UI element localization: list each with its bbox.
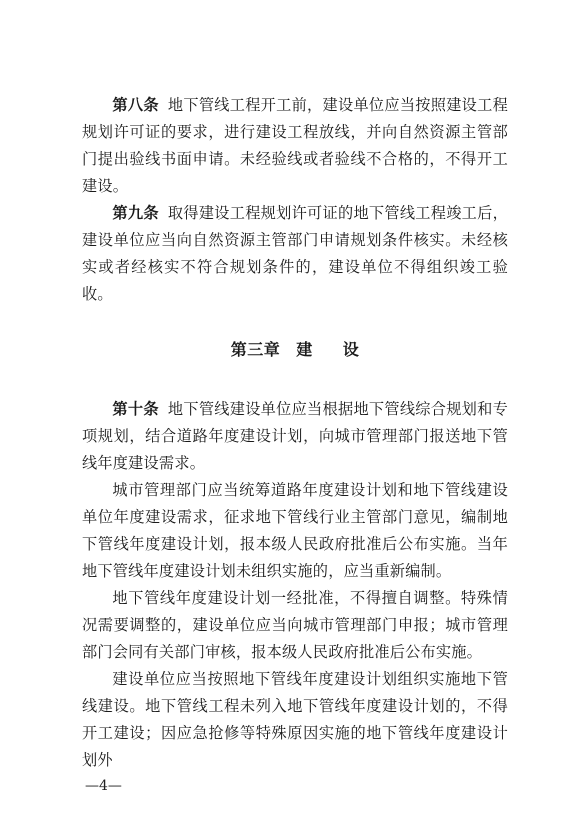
article-8-paragraph — [82, 92, 508, 200]
chapter-title-part1: 建 — [296, 340, 313, 359]
article-10-paragraph-4: 建设单位应当按照地下管线年度建设计划组织实施地下管线建设。地下管线工程未列入地下管线年度建设计划的，不得开工建设；因应急抢修等特殊原因实施的地下管线年度建设计划外 — [82, 670, 508, 769]
page-number: —4— — [85, 778, 122, 794]
chapter-heading — [82, 338, 508, 362]
chapter-title-part2: 设 — [342, 340, 360, 359]
article-8-text: 地下管线工程开工前，建设单位应当按照建设工程规划许可证的要求，进行建设工程放线，并向自然资源主管部门提出验线书面申请。未经验线或者验线不合格的，不得开工建设。 — [82, 96, 508, 195]
chapter-number: 第三章 — [230, 340, 281, 359]
article-9-text: 取得建设工程规划许可证的地下管线工程竣工后，建设单位应当向自然资源主管部门申请规划条件核实。未经核实或者经核实不符合规划条件的，建设单位不得组织竣工验收。 — [82, 204, 508, 303]
article-10-paragraph-2: 城市管理部门应当统筹道路年度建设计划和地下管线建设单位年度建设需求，征求地下管线行业主管部门意见，编制地下管线年度建设计划，报本级人民政府批准后公布实施。当年地下管线年度建设计划未组织实施的，应当重新编制。 — [82, 481, 508, 580]
article-10-paragraph — [82, 396, 508, 477]
article-10-label: 第十条 — [112, 400, 159, 418]
article-10-paragraph-3: 地下管线年度建设计划一经批准，不得擅自调整。特殊情况需要调整的，建设单位应当向城市管理部门申报；城市管理部门会同有关部门审核，报本级人民政府批准后公布实施。 — [82, 589, 508, 661]
article-9-paragraph — [82, 200, 508, 308]
article-8-label: 第八条 — [112, 96, 159, 114]
article-9-label: 第九条 — [112, 204, 159, 222]
document-body — [82, 92, 508, 774]
article-10-text: 地下管线建设单位应当根据地下管线综合规划和专项规划，结合道路年度建设计划，向城市管理部门报送地下管线年度建设需求。 — [82, 400, 508, 472]
